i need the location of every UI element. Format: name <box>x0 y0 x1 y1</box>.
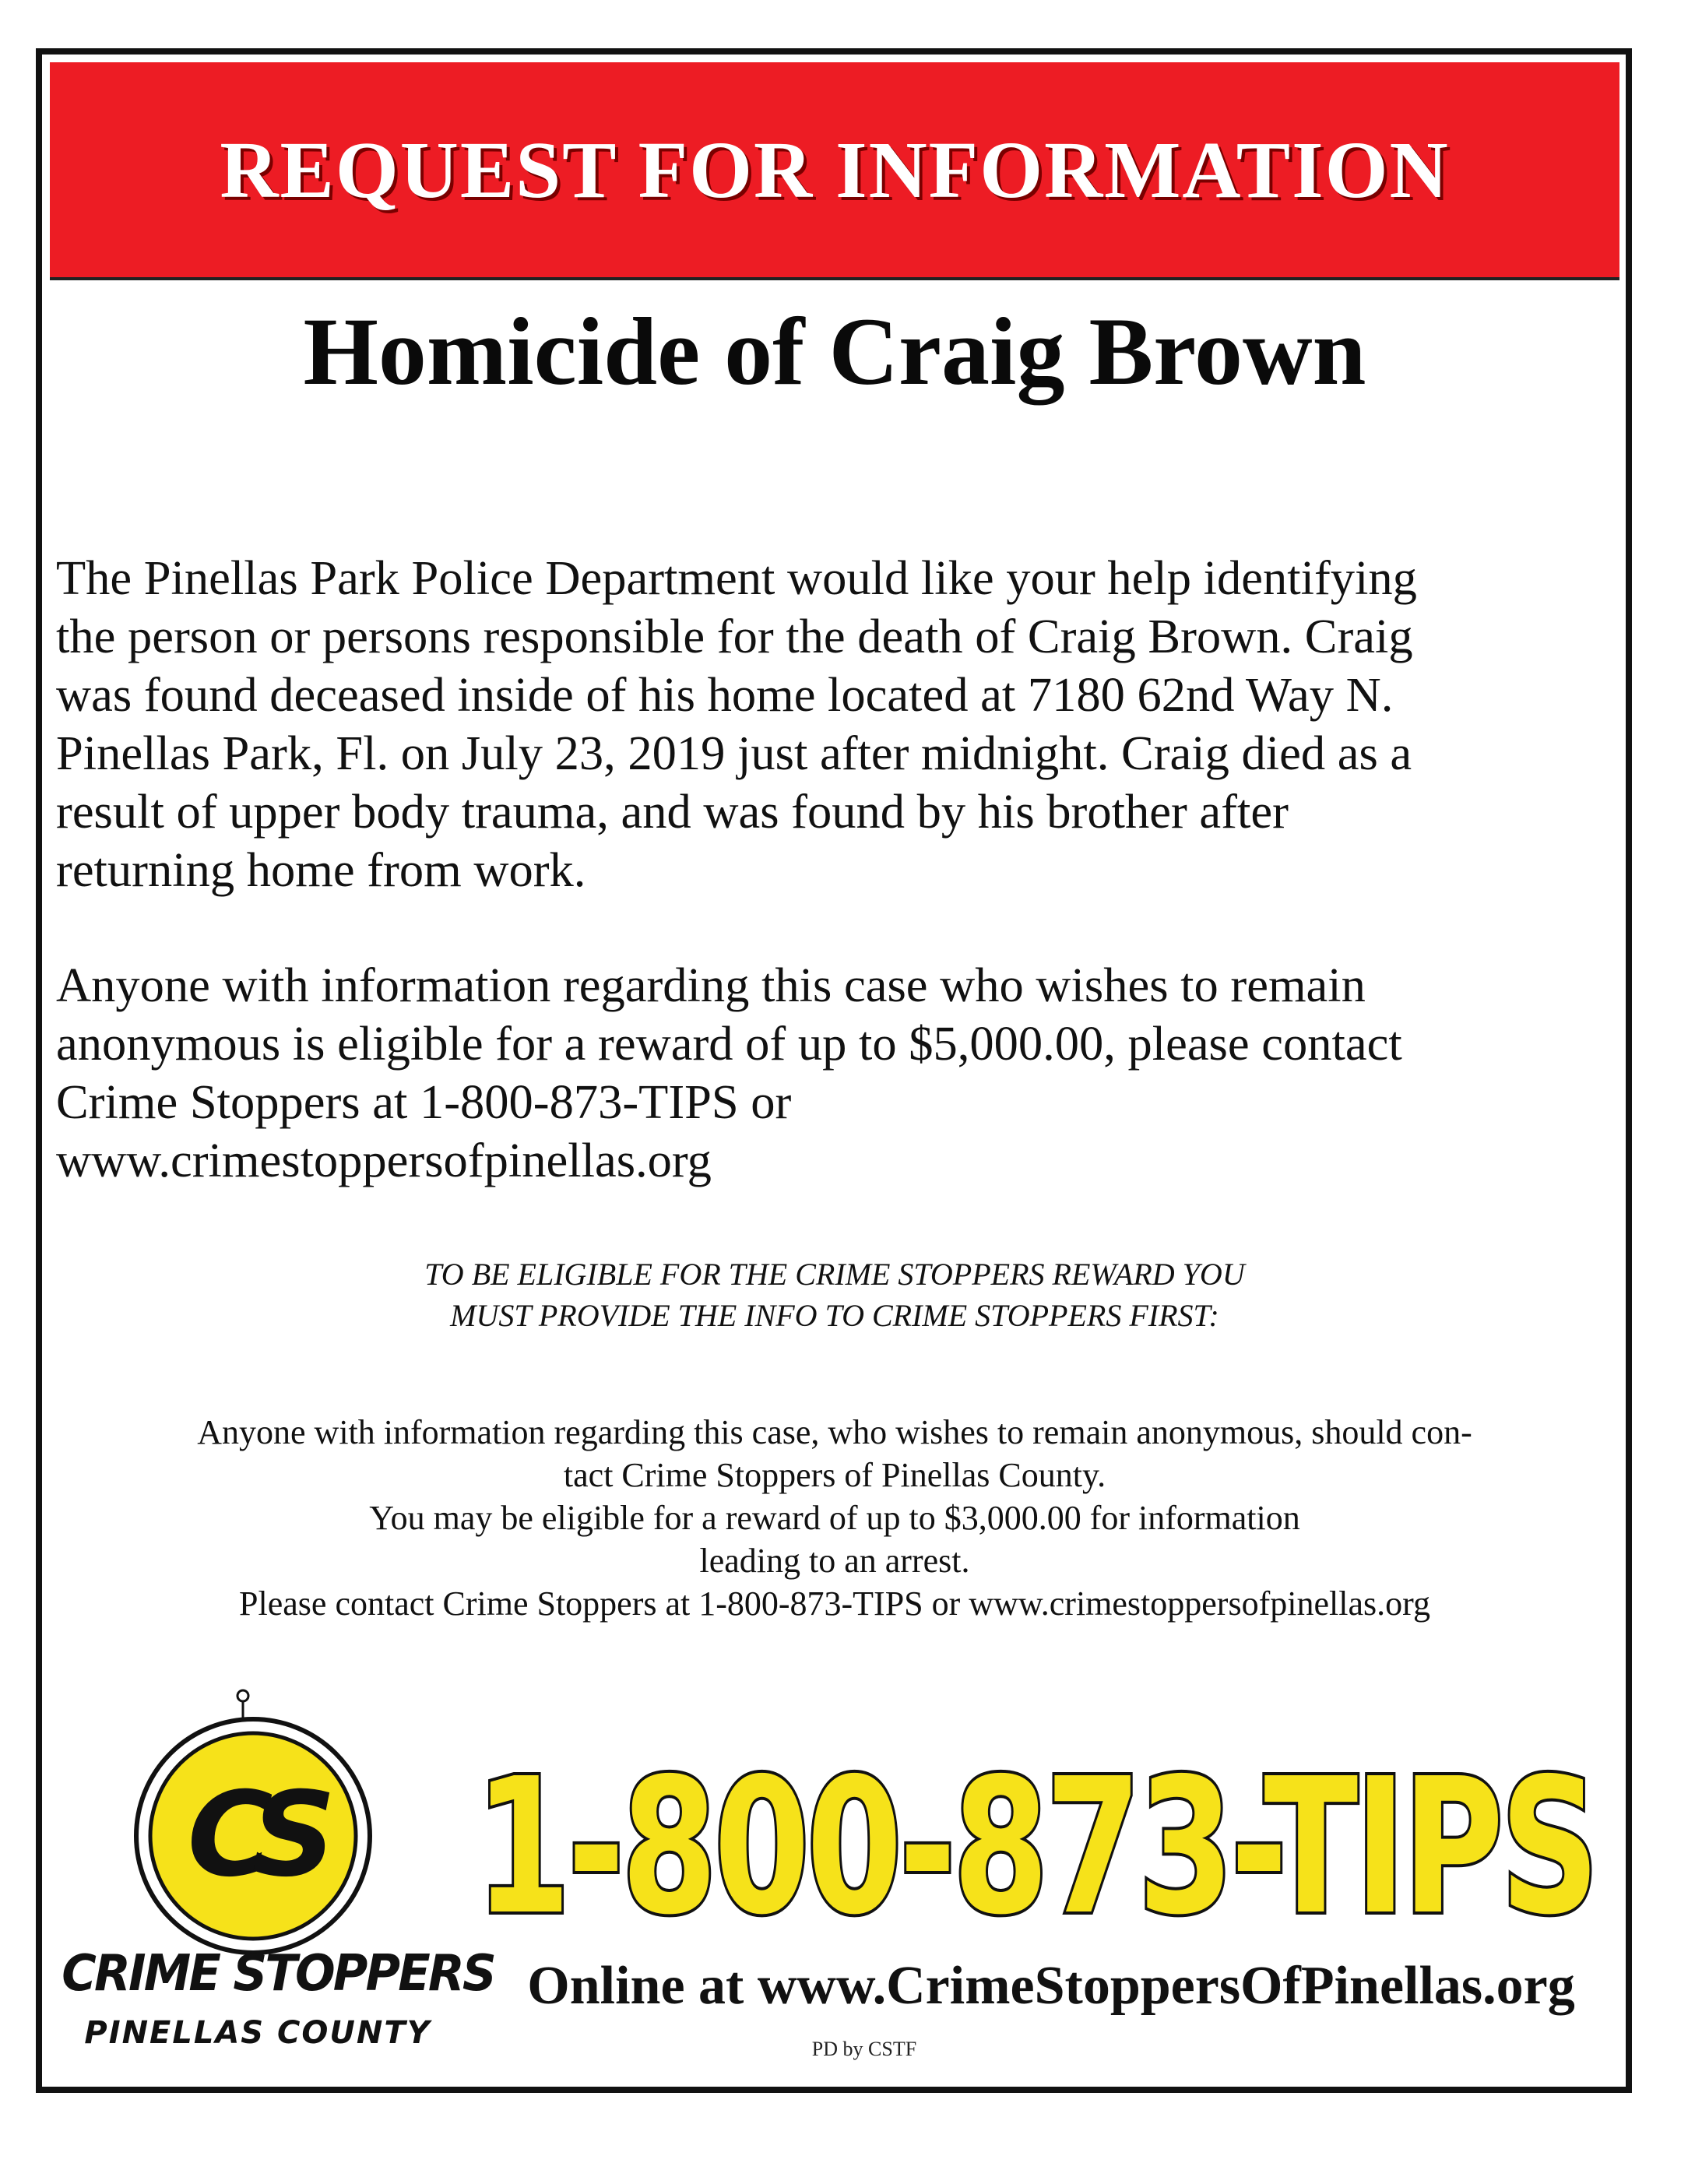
reward-paragraph-line: anonymous is eligible for a reward of up to $5,000.00, please contact <box>56 1016 1402 1071</box>
contact-line: leading to an arrest. <box>699 1542 970 1580</box>
eligibility-notice-line: TO BE ELIGIBLE FOR THE CRIME STOPPERS REWARD YOU <box>424 1257 1245 1292</box>
online-url[interactable]: Online at www.CrimeStoppersOfPinellas.org <box>527 1956 1575 2016</box>
case-description-line: was found deceased inside of his home located at 7180 62nd Way N. <box>56 667 1394 722</box>
reward-paragraph <box>56 956 1621 1190</box>
tipline-number-text: 1-800-873-TIPS <box>475 1738 1596 1947</box>
banner-title: REQUEST FOR INFORMATION <box>220 125 1450 215</box>
logo-monogram: CS <box>187 1767 319 1903</box>
logo-wordmark: CRIME STOPPERS <box>62 1945 494 2003</box>
case-description-line: result of upper body trauma, and was found by his brother after <box>56 784 1289 839</box>
eligibility-notice-line: MUST PROVIDE THE INFO TO CRIME STOPPERS FIRST: <box>450 1298 1219 1333</box>
contact-line: You may be eligible for a reward of up to $3,000.00 for information <box>369 1499 1300 1537</box>
header-banner <box>50 62 1619 280</box>
case-description <box>56 549 1621 899</box>
case-description-line: Pinellas Park, Fl. on July 23, 2019 just after midnight. Craig died as a <box>56 726 1412 780</box>
case-description-line: returning home from work. <box>56 842 586 897</box>
contact-line: Please contact Crime Stoppers at 1-800-873-TIPS or www.crimestoppersofpinellas.org <box>239 1584 1430 1623</box>
case-description-line: the person or persons responsible for the death of Craig Brown. Craig <box>56 609 1413 663</box>
reward-paragraph-line: Anyone with information regarding this case who wishes to remain <box>56 958 1366 1012</box>
contact-line: tact Crime Stoppers of Pinellas County. <box>563 1456 1106 1494</box>
page-title: Homicide of Craig Brown <box>303 298 1366 405</box>
eligibility-notice <box>50 1254 1619 1336</box>
contact-line: Anyone with information regarding this case, who wishes to remain anonymous, should con- <box>197 1413 1472 1451</box>
logo-subtitle: PINELLAS COUNTY <box>84 2015 431 2051</box>
crime-stoppers-logo-icon <box>125 1688 397 1984</box>
tipline-number <box>467 1736 1604 1947</box>
reward-paragraph-line: Crime Stoppers at 1-800-873-TIPS or <box>56 1074 792 1129</box>
reward-paragraph-line: www.crimestoppersofpinellas.org <box>56 1133 712 1187</box>
contact-block <box>50 1411 1619 1625</box>
case-description-line: The Pinellas Park Police Department would like your help identifying <box>56 550 1417 605</box>
credit-text: PD by CSTF <box>811 2038 917 2060</box>
